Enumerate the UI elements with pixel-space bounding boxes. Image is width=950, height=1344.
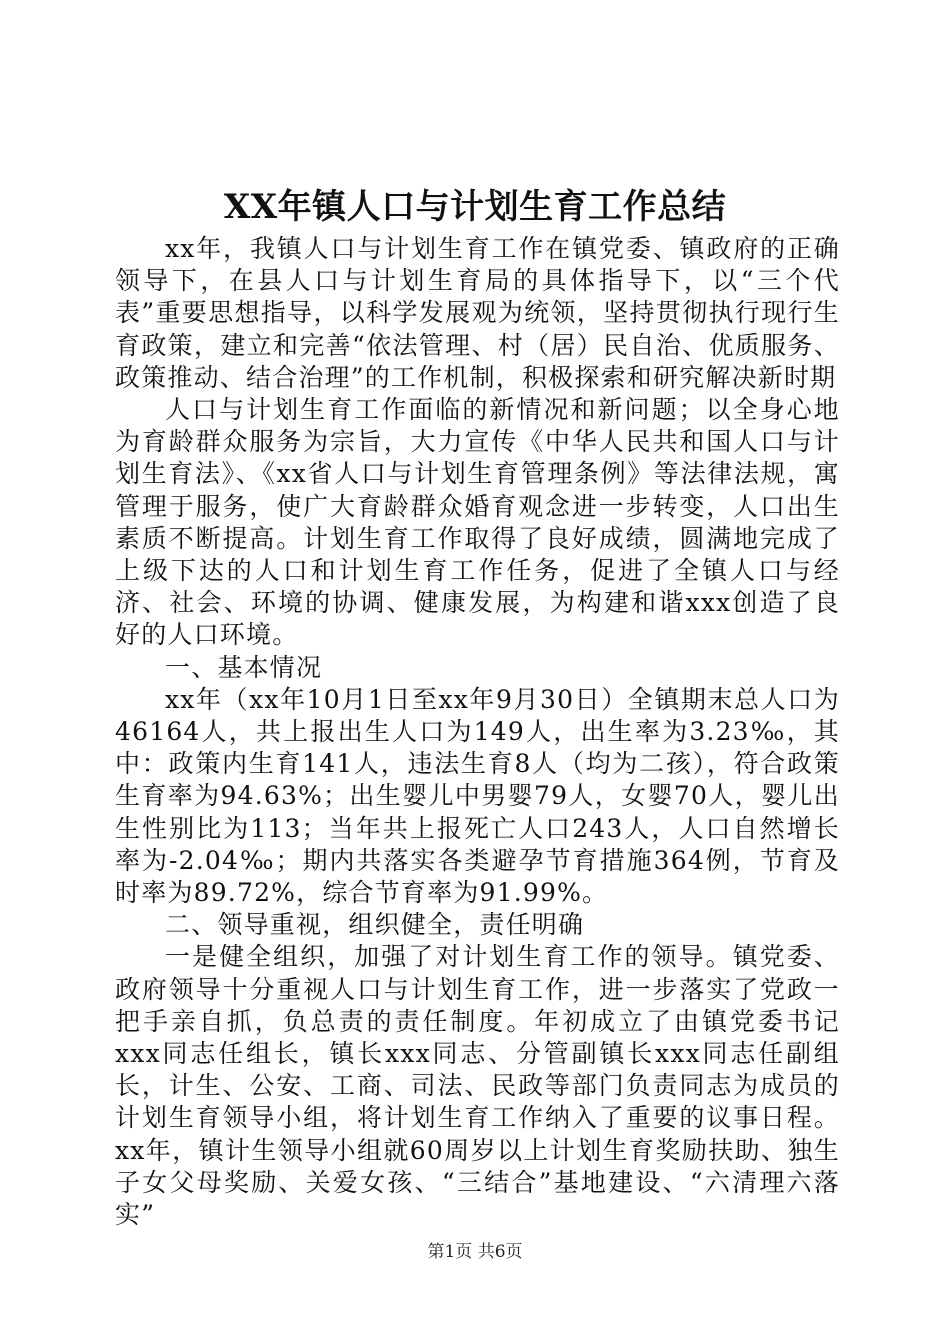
document-body [115,233,840,1231]
document-title: XX年镇人口与计划生育工作总结 [223,187,727,227]
paragraph-intro: xx年，我镇人口与计划生育工作在镇党委、镇政府的正确领导下，在县人口与计划生育局的具体指导下，以“三个代表”重要思想指导，以科学发展观为统领，坚持贯彻执行现行生育政策，建立和完善“依法管理、村（居）民自治、优质服务、政策推动、结合治理”的工作机制，积极探索和研究解决新时期 [115,234,840,392]
paragraph-continuation: 人口与计划生育工作面临的新情况和新问题；以全身心地为育龄群众服务为宗旨，大力宣传《中华人民共和国人口与计划生育法》、《xx省人口与计划生育管理条例》等法律法规，寓管理于服务，使广大育龄群众婚育观念进一步转变，人口出生素质不断提高。计划生育工作取得了良好成绩，圆满地完成了上级下达的人口和计划生育工作任务，促进了全镇人口与经济、社会、环境的协调、健康发展，为构建和谐xxx创造了良好的人口环境。 [115,395,840,650]
section-heading-leadership: 二、领导重视，组织健全，责任明确 [165,910,585,940]
paragraph-statistics: xx年（xx年10月1日至xx年9月30日）全镇期末总人口为46164人，共上报出生人口为149人，出生率为3.23‰，其中：政策内生育141人，违法生育8人（均为二孩），符合政策生育率为94.63%；出生婴儿中男婴79人，女婴70人，婴儿出生性别比为113；当年共上报死亡人口243人，人口自然增长率为-2.04‰；期内共落实各类避孕节育措施364例，节育及时率为89.72%，综合节育率为91.99%。 [115,684,840,908]
page-footer: 第1页 共6页 [427,1242,523,1262]
paragraph-organization: 一是健全组织，加强了对计划生育工作的领导。镇党委、政府领导十分重视人口与计划生育工作，进一步落实了党政一把手亲自抓，负总责的责任制度。年初成立了由镇党委书记xxx同志任组长，镇长xxx同志、分管副镇长xxx同志任副组长，计生、公安、工商、司法、民政等部门负责同志为成员的计划生育领导小组，将计划生育工作纳入了重要的议事日程。xx年，镇计生领导小组就60周岁以上计划生育奖励扶助、独生子女父母奖励、关爱女孩、“三结合”基地建设、“六清理六落实” [115,942,840,1230]
section-heading-basic-situation: 一、基本情况 [165,652,323,682]
